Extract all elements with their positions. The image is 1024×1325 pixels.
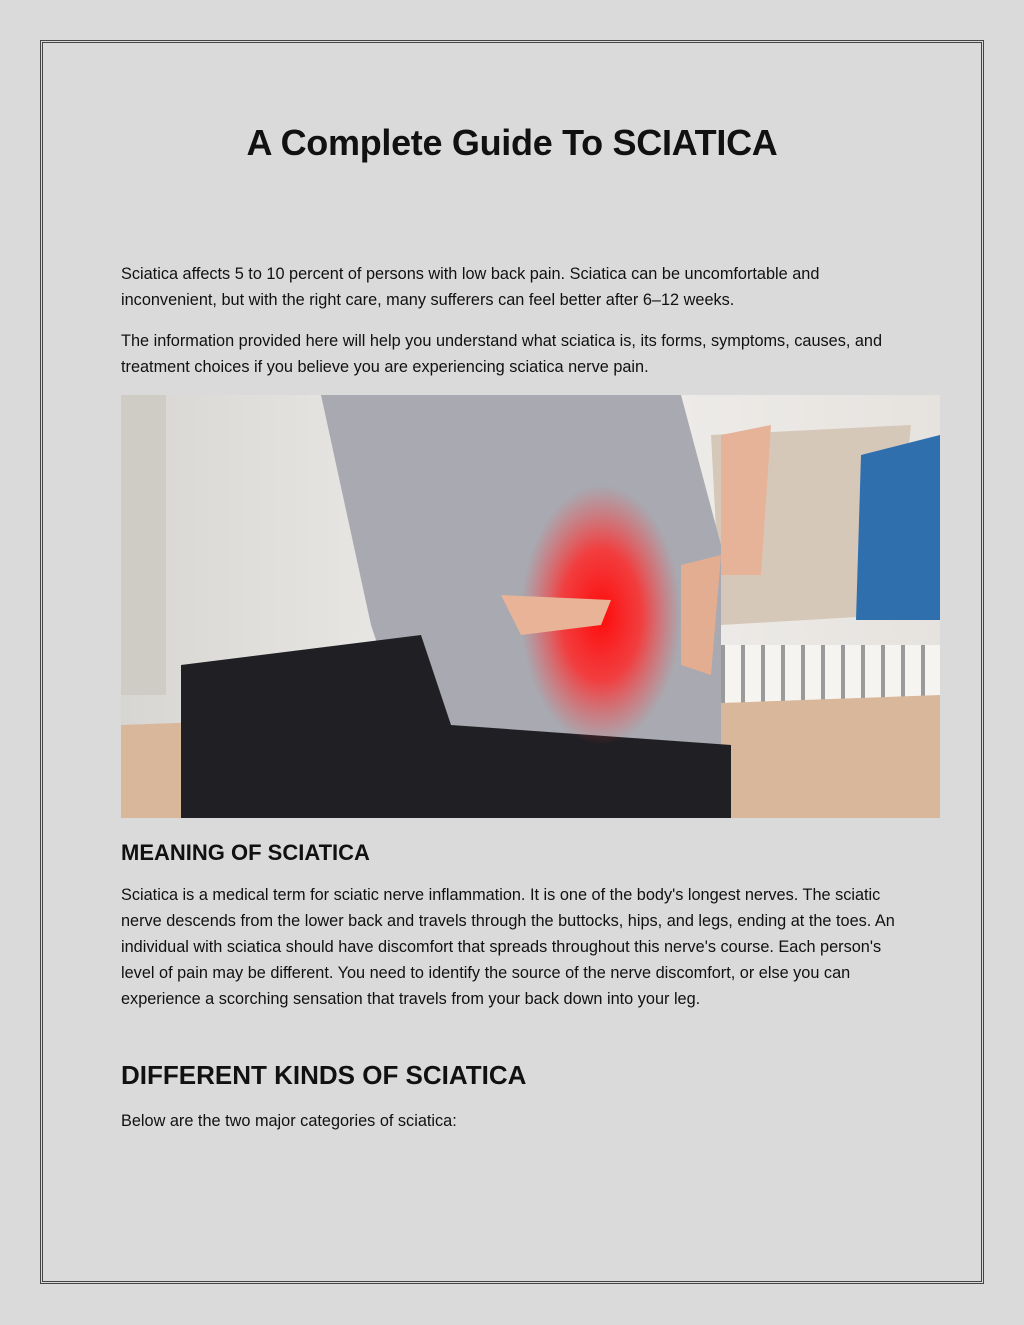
section-heading-meaning: MEANING OF SCIATICA — [121, 840, 370, 865]
intro-paragraph-2: The information provided here will help you understand what sciatica is, its forms, symptoms, causes, and treatment choices if you believe you are experiencing sciatica nerve pain. — [121, 332, 883, 376]
page-title: A Complete Guide To SCIATICA — [246, 122, 778, 163]
intro-paragraph-1: Sciatica affects 5 to 10 percent of persons with low back pain. Sciatica can be uncomfortable and inconvenient, but with the right care, many sufferers can feel better after 6–12 weeks. — [121, 265, 820, 309]
section-heading-kinds: DIFFERENT KINDS OF SCIATICA — [121, 1060, 527, 1090]
back-pain-photo — [121, 395, 940, 818]
section-body-meaning: Sciatica is a medical term for sciatic nerve inflammation. It is one of the body's longest nerves. The sciatic nerve descends from the lower back and travels through the buttocks, hips, and legs, ending at the toes. An individual with sciatica should have discomfort that spreads throughout this nerve's course. Each person's level of pain may be different. You need to identify the source of the nerve discomfort, or else you can experience a scorching sensation that travels from your back down into your leg. — [121, 886, 895, 1008]
section-body-kinds: Below are the two major categories of sciatica: — [121, 1112, 457, 1130]
